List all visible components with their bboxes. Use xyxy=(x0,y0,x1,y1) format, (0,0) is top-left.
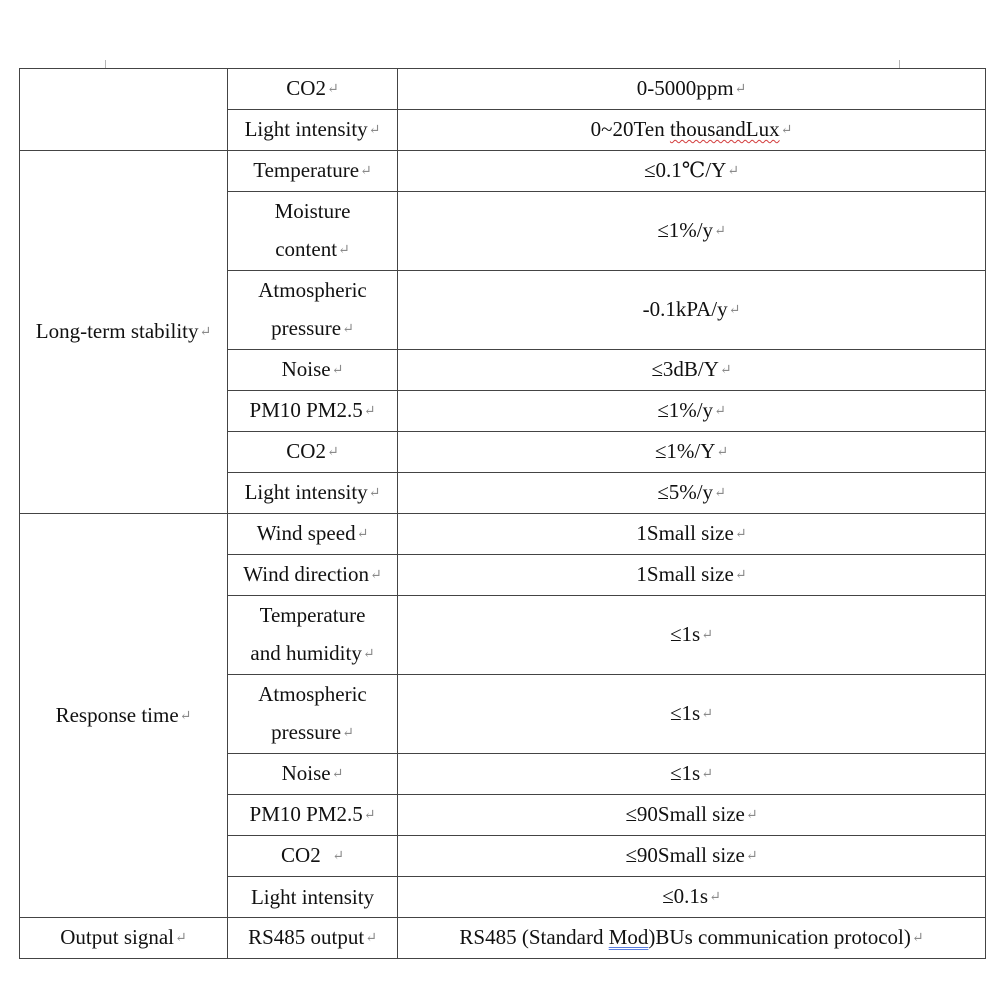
right-margin-marker xyxy=(899,60,900,68)
param-cell xyxy=(228,596,398,675)
paragraph-mark-icon: ↵ xyxy=(175,931,187,946)
value-text-end: communication protocol) xyxy=(692,925,911,949)
value-text: ≤0.1s xyxy=(662,884,709,908)
paragraph-mark-icon: ↵ xyxy=(179,708,192,724)
left-margin-marker xyxy=(105,60,106,68)
param-text: Wind speed xyxy=(256,521,356,545)
grammar-underlined-text: Mod xyxy=(608,925,649,949)
paragraph-mark-icon: ↵ xyxy=(911,931,924,946)
param-cell xyxy=(228,514,398,555)
param-text: PM10 PM2.5 xyxy=(249,802,363,826)
paragraph-mark-icon: ↵ xyxy=(727,164,739,179)
value-cell xyxy=(398,151,986,192)
category-label: Response time xyxy=(55,702,179,727)
paragraph-mark-icon: ↵ xyxy=(716,445,729,460)
value-text: ≤1%/Y xyxy=(654,439,716,463)
param-cell xyxy=(228,350,398,391)
spec-table xyxy=(19,68,986,959)
value-cell xyxy=(398,432,986,473)
category-label: Long-term stability xyxy=(35,319,199,343)
table-row xyxy=(20,918,986,959)
param-text-line2: pressure xyxy=(271,720,342,744)
value-text: ≤1s xyxy=(670,622,701,646)
value-text: ≤90Small size xyxy=(625,802,745,826)
paragraph-mark-icon: ↵ xyxy=(728,303,741,318)
param-text: Temperature xyxy=(253,158,360,182)
table-row xyxy=(20,151,986,192)
paragraph-mark-icon: ↵ xyxy=(338,243,350,258)
value-text: ≤3dB/Y xyxy=(651,357,719,381)
category-cell-empty xyxy=(20,69,228,151)
paragraph-mark-icon: ↵ xyxy=(356,527,369,542)
paragraph-mark-icon: ↵ xyxy=(709,890,721,905)
value-text: ≤1s xyxy=(670,761,701,785)
value-cell xyxy=(398,473,986,514)
paragraph-mark-icon: ↵ xyxy=(368,486,381,501)
param-text-line1: Atmospheric xyxy=(258,278,367,302)
param-cell xyxy=(228,754,398,795)
param-cell xyxy=(228,391,398,432)
param-cell xyxy=(228,271,398,350)
value-cell xyxy=(398,675,986,754)
param-text: Wind direction xyxy=(243,562,369,586)
param-text-line2: pressure xyxy=(271,316,342,340)
param-text: Noise xyxy=(281,761,331,785)
value-cell xyxy=(398,836,986,877)
value-text: 1Small size xyxy=(636,521,734,545)
value-text: ≤5%/y xyxy=(657,480,714,504)
param-text: PM10 PM2.5 xyxy=(249,398,363,422)
param-cell xyxy=(228,555,398,596)
param-text: Noise xyxy=(281,357,331,381)
paragraph-mark-icon: ↵ xyxy=(326,445,339,460)
paragraph-mark-icon: ↵ xyxy=(714,486,726,501)
paragraph-mark-icon: ↵ xyxy=(734,527,747,542)
param-text: Light intensity xyxy=(244,117,368,141)
param-text-line2: and humidity xyxy=(250,641,362,665)
category-cell-stability xyxy=(20,151,228,514)
value-text: ≤90Small size xyxy=(625,843,745,867)
paragraph-mark-icon: ↵ xyxy=(331,363,344,378)
paragraph-mark-icon: ↵ xyxy=(326,82,339,97)
value-cell xyxy=(398,350,986,391)
paragraph-mark-icon: ↵ xyxy=(714,224,726,239)
param-text-line2: content xyxy=(275,237,338,261)
param-cell xyxy=(228,836,398,877)
paragraph-mark-icon: ↵ xyxy=(701,707,713,722)
paragraph-mark-icon: ↵ xyxy=(363,404,376,419)
category-cell-output xyxy=(20,918,228,959)
paragraph-mark-icon: ↵ xyxy=(363,808,376,823)
param-text: CO2 xyxy=(286,76,326,100)
param-cell xyxy=(228,877,398,918)
category-label: Output signal xyxy=(60,925,174,949)
value-cell xyxy=(398,596,986,675)
param-text-line1: Temperature xyxy=(259,603,366,627)
paragraph-mark-icon: ↵ xyxy=(199,325,212,340)
param-cell xyxy=(228,918,398,959)
value-text: ≤1%/y xyxy=(657,218,714,242)
value-cell xyxy=(398,555,986,596)
paragraph-mark-icon: ↵ xyxy=(369,568,382,583)
spellcheck-underlined-text: thousandLux xyxy=(669,117,780,141)
value-cell xyxy=(398,192,986,271)
value-text-mid: )BUs xyxy=(648,925,693,949)
paragraph-mark-icon: ↵ xyxy=(719,363,732,378)
param-text: RS485 output xyxy=(248,925,365,949)
value-cell xyxy=(398,110,986,151)
param-cell xyxy=(228,110,398,151)
paragraph-mark-icon: ↵ xyxy=(342,726,354,741)
param-cell xyxy=(228,795,398,836)
paragraph-mark-icon: ↵ xyxy=(714,404,726,419)
value-cell xyxy=(398,918,986,959)
value-text: ≤1%/y xyxy=(657,398,714,422)
param-cell xyxy=(228,151,398,192)
param-text: CO2 xyxy=(286,439,326,463)
category-cell-response xyxy=(20,514,228,918)
paragraph-mark-icon: ↵ xyxy=(360,164,372,179)
value-text: -0.1kPA/y xyxy=(642,297,728,321)
paragraph-mark-icon: ↵ xyxy=(362,647,375,662)
paragraph-mark-icon: ↵ xyxy=(734,568,747,583)
param-cell xyxy=(228,675,398,754)
value-cell xyxy=(398,795,986,836)
paragraph-mark-icon: ↵ xyxy=(701,628,713,643)
param-text: Light intensity xyxy=(250,885,375,909)
table-row xyxy=(20,514,986,555)
paragraph-mark-icon: ↵ xyxy=(745,849,758,864)
table-row xyxy=(20,69,986,110)
param-text: CO2 xyxy=(281,843,321,867)
paragraph-mark-icon: ↵ xyxy=(331,767,344,782)
value-text: 0-5000ppm xyxy=(636,76,734,100)
param-text-line1: Moisture xyxy=(274,199,351,223)
param-cell xyxy=(228,192,398,271)
value-text: RS485 (Standard xyxy=(459,925,609,949)
param-cell xyxy=(228,432,398,473)
value-cell xyxy=(398,69,986,110)
value-cell xyxy=(398,271,986,350)
param-cell xyxy=(228,69,398,110)
value-text: ≤0.1℃/Y xyxy=(643,158,727,182)
param-cell xyxy=(228,473,398,514)
paragraph-mark-icon: ↵ xyxy=(365,931,377,946)
value-text: 0~20Ten xyxy=(590,117,670,141)
paragraph-mark-icon: ↵ xyxy=(701,767,713,782)
value-cell xyxy=(398,754,986,795)
paragraph-mark-icon: ↵ xyxy=(332,849,344,864)
value-cell xyxy=(398,514,986,555)
paragraph-mark-icon: ↵ xyxy=(780,123,793,138)
paragraph-mark-icon: ↵ xyxy=(745,808,758,823)
paragraph-mark-icon: ↵ xyxy=(734,82,747,97)
paragraph-mark-icon: ↵ xyxy=(368,123,381,138)
value-text: 1Small size xyxy=(636,562,734,586)
value-cell xyxy=(398,877,986,918)
param-text: Light intensity xyxy=(244,480,368,504)
value-cell xyxy=(398,391,986,432)
value-text: ≤1s xyxy=(670,701,701,725)
paragraph-mark-icon: ↵ xyxy=(342,322,354,337)
param-text-line1: Atmospheric xyxy=(258,682,367,706)
